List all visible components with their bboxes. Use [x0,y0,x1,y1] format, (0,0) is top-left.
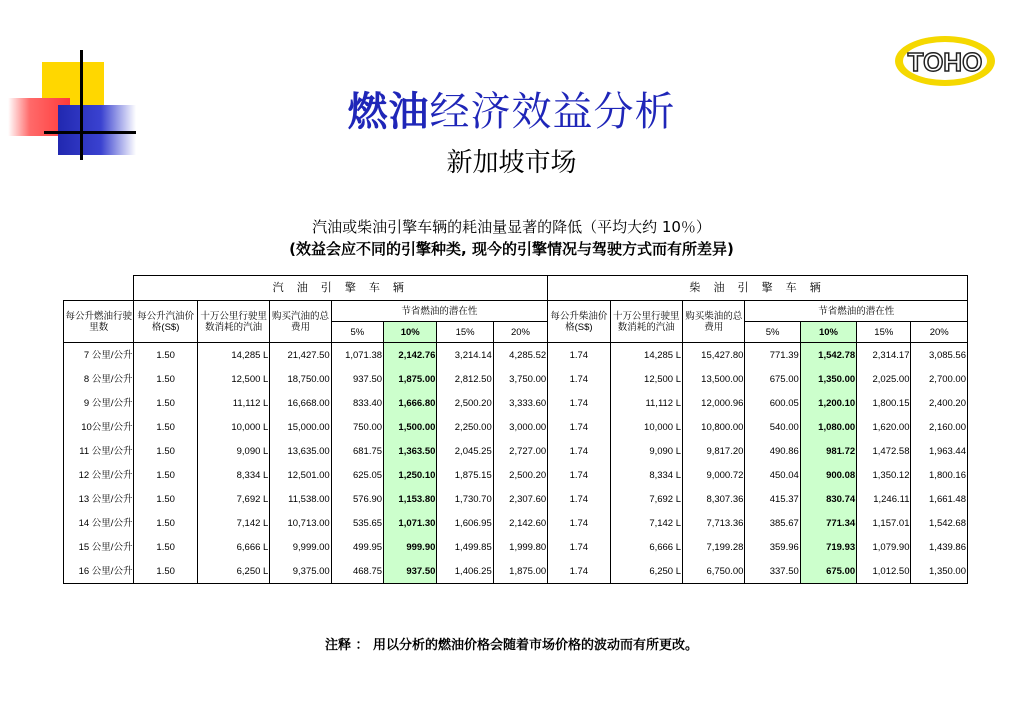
table-cell: 1,406.25 [437,559,493,584]
table-cell: 675.00 [800,559,856,584]
table-cell: 1.50 [134,463,197,487]
table-cell: 1,079.90 [857,535,911,559]
table-cell: 1.74 [548,463,610,487]
table-cell: 1,350.12 [857,463,911,487]
table-cell: 9,375.00 [270,559,331,584]
table-cell: 4,285.52 [493,343,547,368]
table-cell: 8,334 L [610,463,682,487]
table-cell: 1.74 [548,559,610,584]
table-cell: 1.74 [548,415,610,439]
table-cell: 1.74 [548,487,610,511]
table-cell: 1.50 [134,439,197,463]
table-cell: 1,071.38 [331,343,383,368]
table-row [64,391,968,415]
table-cell: 576.90 [331,487,383,511]
table-cell: 9,999.00 [270,535,331,559]
petrol-cost-header: 购买汽油的总费用 [270,301,331,343]
table-cell: 6,666 L [197,535,269,559]
table-cell: 1,363.50 [384,439,437,463]
table-cell: 535.65 [331,511,383,535]
table-row [64,535,968,559]
table-cell: 6,750.00 [683,559,745,584]
table-cell: 1.50 [134,391,197,415]
table-cell: 9,817.20 [683,439,745,463]
diesel-pct-20: 20% [911,322,968,343]
petrol-pct-20: 20% [493,322,547,343]
table-cell: 1.74 [548,391,610,415]
table-cell: 10,000 L [610,415,682,439]
table-cell: 1,999.80 [493,535,547,559]
table-cell: 337.50 [745,559,800,584]
table-row [64,487,968,511]
table-cell: 2,727.00 [493,439,547,463]
title-bold-part: 燃油 [347,89,430,135]
footnote: 注释 ： 用以分析的燃油价格会随着市场价格的波动而有所更改。 [324,638,699,653]
table-cell: 2,160.00 [911,415,968,439]
table-cell: 6,250 L [610,559,682,584]
table-row [64,559,968,584]
table-cell: 9,090 L [610,439,682,463]
petrol-pct-10: 10% [384,322,437,343]
table-cell: 3,750.00 [493,367,547,391]
table-cell: 7,199.28 [683,535,745,559]
table-cell: 7,713.36 [683,511,745,535]
table-cell: 11,112 L [610,391,682,415]
table-cell: 499.95 [331,535,383,559]
table-cell: 3,085.56 [911,343,968,368]
table-cell: 1,200.10 [800,391,856,415]
diesel-group-header: 柴 油 引 擎 车 辆 [548,276,968,301]
table-cell: 13,500.00 [683,367,745,391]
table-cell: 16,668.00 [270,391,331,415]
table-cell: 1,472.58 [857,439,911,463]
table-cell: 7,692 L [197,487,269,511]
table-cell: 7 公里/公升 [64,343,134,368]
description-line-1: 汽油或柴油引擎车辆的耗油量显著的降低（平均大约 10％） [312,218,711,236]
table-cell: 625.05 [331,463,383,487]
table-cell: 12,501.00 [270,463,331,487]
table-cell: 2,314.17 [857,343,911,368]
table-cell: 1,875.00 [493,559,547,584]
table-cell: 385.67 [745,511,800,535]
table-cell: 12,000.96 [683,391,745,415]
table-cell: 8,334 L [197,463,269,487]
table-cell: 1.50 [134,487,197,511]
table-cell: 1.74 [548,367,610,391]
table-cell: 1,542.68 [911,511,968,535]
logo-text: TOHO [907,47,983,77]
table-cell: 9,000.72 [683,463,745,487]
table-cell: 1,499.85 [437,535,493,559]
table-cell: 1,012.50 [857,559,911,584]
diesel-pct-15: 15% [857,322,911,343]
table-cell: 12,500 L [610,367,682,391]
petrol-liters-header: 十万公里行驶里数消耗的汽油 [197,301,269,343]
petrol-savings-header: 节省燃油的潜在性 [331,301,547,322]
table-cell: 6,250 L [197,559,269,584]
table-cell: 719.93 [800,535,856,559]
petrol-pct-5: 5% [331,322,383,343]
table-row [64,439,968,463]
table-cell: 1,153.80 [384,487,437,511]
fuel-economy-table [63,275,968,584]
table-cell: 359.96 [745,535,800,559]
table-cell: 900.08 [800,463,856,487]
table-cell: 540.00 [745,415,800,439]
table-cell: 771.34 [800,511,856,535]
table-cell: 1,542.78 [800,343,856,368]
table-cell: 1,071.30 [384,511,437,535]
table-cell: 2,400.20 [911,391,968,415]
description-line-2: (效益会应不同的引擎种类, 现今的引擎情况与驾驶方式而有所差异) [289,240,734,258]
table-cell: 7,692 L [610,487,682,511]
table-cell: 1,730.70 [437,487,493,511]
table-cell: 1,800.16 [911,463,968,487]
table-cell: 1,875.00 [384,367,437,391]
table-cell: 1.74 [548,343,610,368]
km-per-liter-header: 每公升燃油行驶里数 [64,301,134,343]
table-cell: 15,000.00 [270,415,331,439]
table-cell: 1.50 [134,415,197,439]
table-cell: 3,333.60 [493,391,547,415]
table-cell: 999.90 [384,535,437,559]
table-cell: 13,635.00 [270,439,331,463]
table-cell: 937.50 [331,367,383,391]
table-cell: 1,963.44 [911,439,968,463]
table-cell: 10,000 L [197,415,269,439]
table-cell: 12,500 L [197,367,269,391]
table-cell: 9 公里/公升 [64,391,134,415]
diesel-savings-header: 节省燃油的潜在性 [745,301,968,322]
table-cell: 1.50 [134,535,197,559]
table-cell: 18,750.00 [270,367,331,391]
page-title [0,80,1023,137]
table-cell: 1,666.80 [384,391,437,415]
table-cell: 490.86 [745,439,800,463]
table-cell: 675.00 [745,367,800,391]
table-cell: 2,142.76 [384,343,437,368]
table-cell: 1.50 [134,511,197,535]
table-cell: 1,350.00 [911,559,968,584]
table-cell: 8,307.36 [683,487,745,511]
table-cell: 3,214.14 [437,343,493,368]
table-cell: 1,661.48 [911,487,968,511]
table-cell: 2,307.60 [493,487,547,511]
table-cell: 1,350.00 [800,367,856,391]
table-row [64,463,968,487]
table-cell: 1.50 [134,559,197,584]
table-cell: 937.50 [384,559,437,584]
table-cell: 2,812.50 [437,367,493,391]
table-cell: 1,080.00 [800,415,856,439]
table-cell: 2,025.00 [857,367,911,391]
table-cell: 468.75 [331,559,383,584]
table-cell: 681.75 [331,439,383,463]
table-cell: 11,112 L [197,391,269,415]
table-cell: 2,045.25 [437,439,493,463]
diesel-pct-10: 10% [800,322,856,343]
table-cell: 1.50 [134,343,197,368]
table-cell: 3,000.00 [493,415,547,439]
table-cell: 1,157.01 [857,511,911,535]
diesel-liters-header: 十万公里行驶里数消耗的汽油 [610,301,682,343]
table-cell: 15 公里/公升 [64,535,134,559]
table-cell: 450.04 [745,463,800,487]
petrol-price-header: 每公升汽油价格(S$) [134,301,197,343]
table-cell: 750.00 [331,415,383,439]
table-cell: 2,500.20 [493,463,547,487]
table-cell: 13 公里/公升 [64,487,134,511]
table-cell: 1,875.15 [437,463,493,487]
table-cell: 14,285 L [610,343,682,368]
table-cell: 415.37 [745,487,800,511]
table-cell: 771.39 [745,343,800,368]
table-cell: 10,800.00 [683,415,745,439]
table-cell: 1,250.10 [384,463,437,487]
table-cell: 1.50 [134,367,197,391]
table-cell: 1,606.95 [437,511,493,535]
table-cell: 15,427.80 [683,343,745,368]
table-cell: 2,700.00 [911,367,968,391]
diesel-cost-header: 购买柴油的总费用 [683,301,745,343]
table-cell: 833.40 [331,391,383,415]
table-cell: 2,500.20 [437,391,493,415]
table-cell: 7,142 L [610,511,682,535]
table-cell: 1.74 [548,535,610,559]
table-cell: 9,090 L [197,439,269,463]
table-cell: 1,800.15 [857,391,911,415]
table-cell: 2,250.00 [437,415,493,439]
table-row [64,511,968,535]
table-cell: 7,142 L [197,511,269,535]
table-cell: 10,713.00 [270,511,331,535]
table-cell: 600.05 [745,391,800,415]
diesel-price-header: 每公升柴油价格(S$) [548,301,610,343]
table-cell: 11 公里/公升 [64,439,134,463]
table-cell: 8 公里/公升 [64,367,134,391]
table-row [64,367,968,391]
table-cell: 1.74 [548,439,610,463]
page-subtitle: 新加坡市场 [446,148,577,178]
table-cell: 830.74 [800,487,856,511]
table-cell: 12 公里/公升 [64,463,134,487]
table-cell: 10公里/公升 [64,415,134,439]
table-cell: 981.72 [800,439,856,463]
table-cell: 1,500.00 [384,415,437,439]
table-cell: 1.74 [548,511,610,535]
diesel-pct-5: 5% [745,322,800,343]
table-cell: 16 公里/公升 [64,559,134,584]
table-cell: 14 公里/公升 [64,511,134,535]
title-rest-part: 经济效益分析 [429,89,676,135]
table-cell: 11,538.00 [270,487,331,511]
table-cell: 6,666 L [610,535,682,559]
table-cell: 2,142.60 [493,511,547,535]
table-row [64,343,968,368]
table-row [64,415,968,439]
table-cell: 21,427.50 [270,343,331,368]
petrol-group-header: 汽 油 引 擎 车 辆 [134,276,548,301]
table-cell: 1,246.11 [857,487,911,511]
petrol-pct-15: 15% [437,322,493,343]
table-cell: 1,620.00 [857,415,911,439]
table-cell: 14,285 L [197,343,269,368]
table-cell: 1,439.86 [911,535,968,559]
